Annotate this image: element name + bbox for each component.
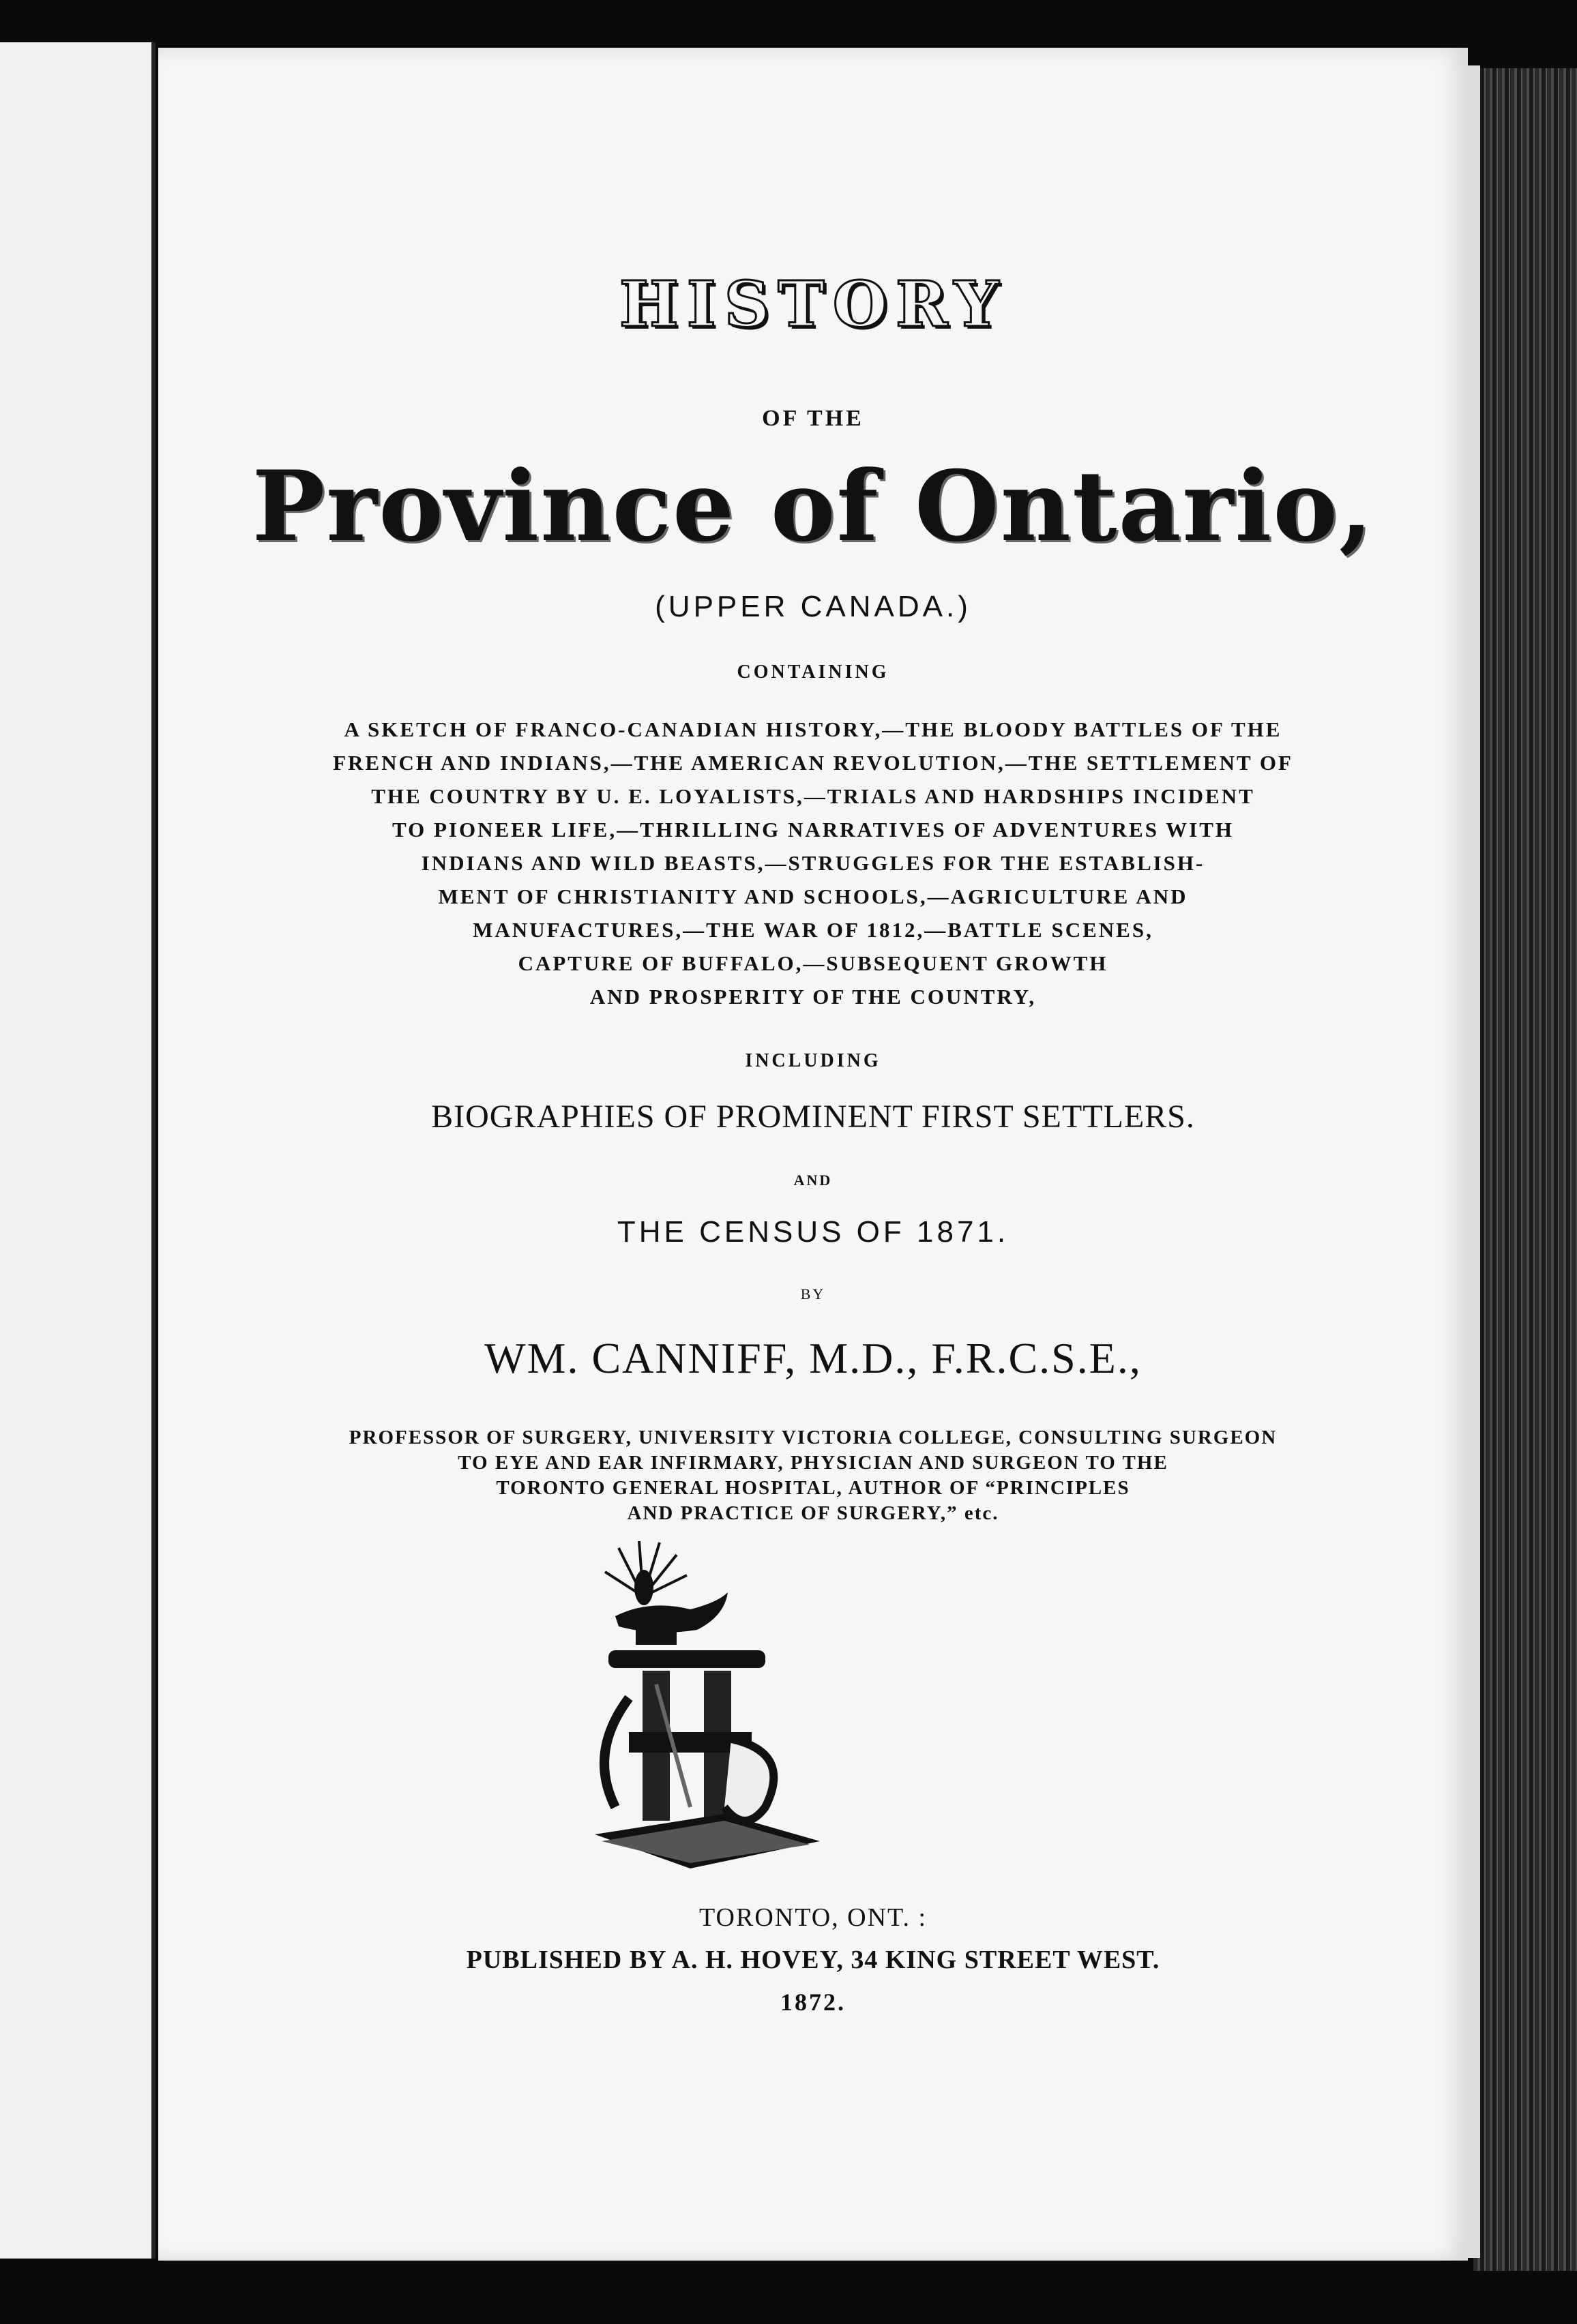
author-credentials (158, 1425, 1468, 1526)
page-edges (1473, 68, 1577, 2271)
by-label: BY (800, 1285, 826, 1302)
contents-line: INDIANS AND WILD BEASTS,—STRUGGLES FOR THE ESTABLISH- (421, 851, 1205, 875)
title-page (158, 48, 1468, 2261)
containing-label: CONTAINING (737, 661, 889, 683)
publication-year: 1872. (780, 1988, 846, 2016)
biographies-heading: BIOGRAPHIES OF PROMINENT FIRST SETTLERS. (431, 1099, 1195, 1135)
contents-line: MENT OF CHRISTIANITY AND SCHOOLS,—AGRICULTURE AND (438, 884, 1188, 908)
publisher-line: PUBLISHED BY A. H. HOVEY, 34 KING STREET WEST. (466, 1946, 1160, 1974)
credentials-line: TO EYE AND EAR INFIRMARY, PHYSICIAN AND SURGEON TO THE (458, 1452, 1168, 1474)
and-label: AND (793, 1172, 833, 1189)
including-label: INCLUDING (745, 1050, 881, 1071)
contents-line: MANUFACTURES,—THE WAR OF 1812,—BATTLE SCENES, (473, 918, 1153, 942)
contents-line: TO PIONEER LIFE,—THRILLING NARRATIVES OF ADVENTURES WITH (392, 818, 1234, 841)
census-heading: THE CENSUS OF 1871. (617, 1215, 1009, 1249)
contents-line: CAPTURE OF BUFFALO,—SUBSEQUENT GROWTH (518, 951, 1108, 975)
main-title: Province of Ontario, (252, 450, 1374, 563)
publisher-emblem-icon (588, 1534, 834, 1889)
contents-description (158, 713, 1468, 1013)
publication-city: TORONTO, ONT. : (699, 1903, 927, 1932)
credentials-line: AND PRACTICE OF SURGERY,” etc. (627, 1502, 999, 1524)
contents-line: THE COUNTRY BY U. E. LOYALISTS,—TRIALS AND HARDSHIPS INCIDENT (371, 784, 1255, 808)
author-name: WM. CANNIFF, M.D., F.R.C.S.E., (484, 1334, 1142, 1382)
contents-line: AND PROSPERITY OF THE COUNTRY, (589, 985, 1037, 1009)
credentials-line: PROFESSOR OF SURGERY, UNIVERSITY VICTORIA COLLEGE, CONSULTING SURGEON (349, 1427, 1278, 1448)
title-of-the: OF THE (762, 406, 864, 431)
contents-line: A SKETCH OF FRANCO-CANADIAN HISTORY,—THE BLOODY BATTLES OF THE (344, 717, 1282, 741)
credentials-line: TORONTO GENERAL HOSPITAL, AUTHOR OF “PRINCIPLES (496, 1477, 1130, 1499)
subtitle: (UPPER CANADA.) (655, 590, 971, 623)
facing-page (0, 42, 156, 2259)
title-history: HISTORY (619, 267, 1007, 341)
contents-line: FRENCH AND INDIANS,—THE AMERICAN REVOLUTION,—THE SETTLEMENT OF (333, 751, 1293, 775)
